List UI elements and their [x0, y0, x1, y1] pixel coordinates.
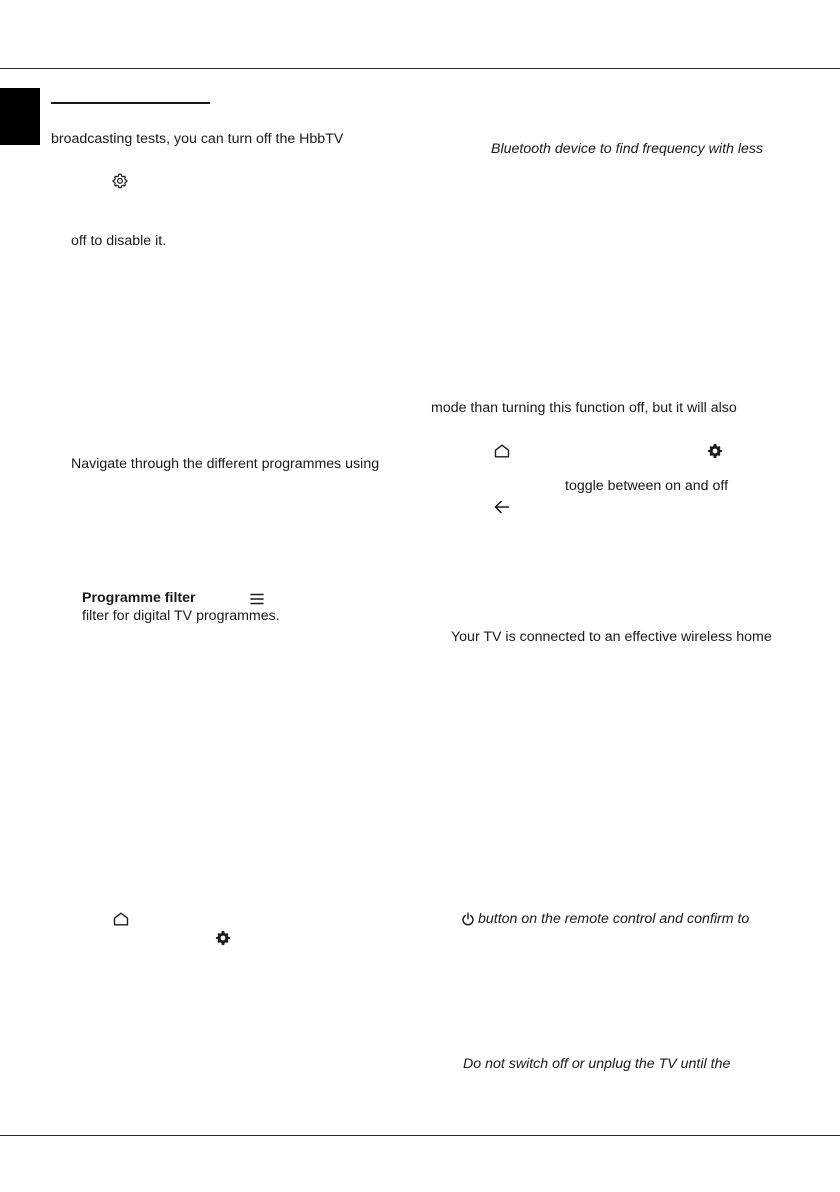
power-text: button on the remote control and confirm to — [478, 911, 750, 927]
programme-filter-label: Programme filter — [82, 590, 196, 606]
disable-text: off to disable it. — [71, 233, 167, 249]
power-icon — [461, 912, 475, 926]
section-heading-underline — [51, 102, 210, 104]
programme-filter-desc: filter for digital TV programmes. — [82, 608, 280, 624]
hbbtv-text: broadcasting tests, you can turn off the HbbTV — [51, 131, 344, 147]
gear-filled-icon — [215, 930, 231, 946]
back-arrow-icon — [493, 499, 511, 515]
header-rule — [0, 68, 840, 69]
gear-filled-icon — [707, 443, 723, 459]
home-icon — [112, 911, 130, 927]
footer-rule — [0, 1135, 840, 1136]
gear-outline-icon — [112, 173, 128, 189]
navigate-text: Navigate through the different programmes using — [71, 456, 380, 472]
toggle-text: toggle between on and off — [565, 478, 729, 494]
bluetooth-text: Bluetooth device to find frequency with less — [491, 141, 764, 157]
warning-text: Do not switch off or unplug the TV until the — [463, 1056, 731, 1072]
home-icon — [493, 443, 511, 459]
wireless-text: Your TV is connected to an effective wireless home — [451, 629, 772, 645]
language-side-tab — [0, 88, 40, 145]
menu-icon — [249, 591, 265, 607]
mode-text: mode than turning this function off, but it will also — [431, 400, 737, 416]
